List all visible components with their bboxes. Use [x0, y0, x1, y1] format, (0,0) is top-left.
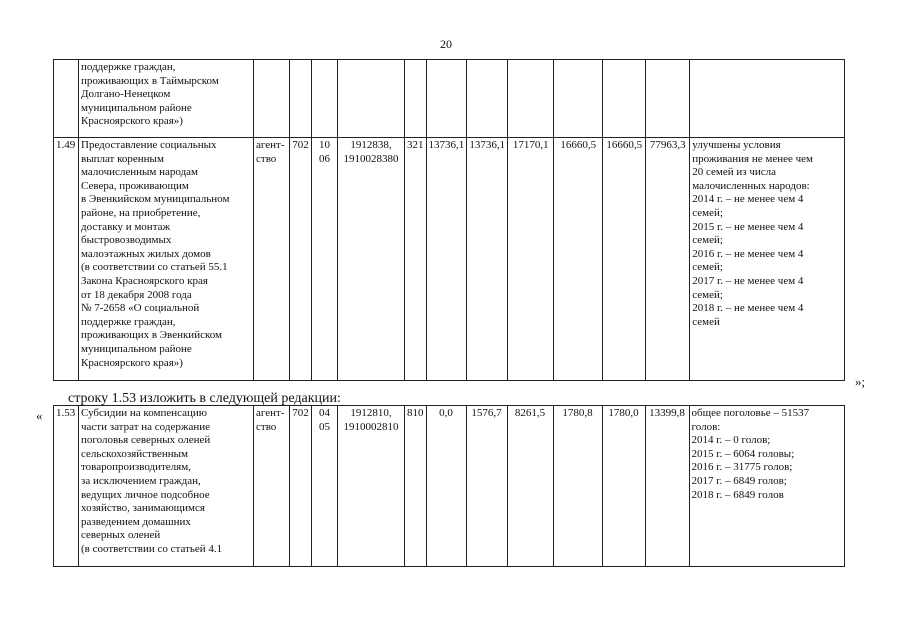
activity-name: поддержке граждан, проживающих в Таймырском Долгано-Ненецком муниципальном районе Красноярского края»): [79, 60, 254, 138]
vr-code: 810: [405, 406, 427, 567]
table-row: [54, 60, 845, 138]
amended-row-table: [53, 405, 845, 567]
opening-quote: «: [36, 408, 43, 423]
amount-2015: 13736,1: [467, 138, 508, 381]
amendment-instruction: строку 1.53 изложить в следующей редакции:: [68, 391, 341, 406]
rz-pr-code: 04 05: [312, 406, 338, 567]
expected-result: улучшены условия проживания не менее чем 20 семей из числа малочисленных народов: 2014 г. – не менее чем 4 семей; 2015 г. – не менее чем 4 семей; 2016 г. – не менее чем 4 семей; 2017 г. – не менее чем 4 семей; 2018 г. – не менее чем 4 семей: [690, 138, 845, 381]
amount-2017: 16660,5: [554, 138, 603, 381]
amount-2014: 0,0: [426, 406, 466, 567]
vr-code: 321: [405, 138, 427, 381]
gr-code: 702: [290, 406, 312, 567]
amount-2018: 1780,0: [602, 406, 645, 567]
row-number: 1.49: [54, 138, 79, 381]
csr-code: 1912838, 1910028380: [338, 138, 405, 381]
table-row: [54, 406, 845, 567]
amount-2015: 1576,7: [466, 406, 507, 567]
rz-pr-code: 10 06: [312, 138, 338, 381]
amount-total: 13399,8: [645, 406, 689, 567]
responsible-agency: агент- ство: [254, 406, 290, 567]
table-row: [54, 138, 845, 381]
activity-name: Субсидии на компенсацию части затрат на содержание поголовья северных оленей сельскохозяйственным товаропроизводителям, за исключением граждан, ведущих личное подсобное хозяйство, занимающимся разведением домашних северных оленей (в соответствии со статьей 4.1: [79, 406, 254, 567]
expected-result: общее поголовье – 51537 голов: 2014 г. – 0 голов; 2015 г. – 6064 головы; 2016 г. – 31775 голов; 2017 г. – 6849 голов; 2018 г. – 6849 голов: [689, 406, 844, 567]
activity-name: Предоставление социальных выплат коренным малочисленным народам Севера, проживающим в Эвенкийском муниципальном районе, на приобретение, доставку и монтаж быстровозводимых малоэтажных жилых домов (в соответствии со статьей 55.1 Закона Красноярского края от 18 декабря 2008 года № 7-2658 «О социальной поддержке граждан, проживающих в Эвенкийском муниципальном районе Красноярского края»): [79, 138, 254, 381]
closing-quote: »;: [855, 374, 866, 389]
amount-2016: 8261,5: [507, 406, 553, 567]
amount-total: 77963,3: [646, 138, 690, 381]
csr-code: 1912810, 1910002810: [338, 406, 405, 567]
amount-2016: 17170,1: [508, 138, 554, 381]
gr-code: 702: [290, 138, 312, 381]
amount-2014: 13736,1: [426, 138, 467, 381]
responsible-agency: агент- ство: [254, 138, 290, 381]
amount-2018: 16660,5: [603, 138, 646, 381]
page-number: 20: [440, 37, 452, 51]
row-number: 1.53: [54, 406, 79, 567]
budget-table: [53, 59, 845, 381]
row-number: [54, 60, 79, 138]
amount-2017: 1780,8: [553, 406, 602, 567]
